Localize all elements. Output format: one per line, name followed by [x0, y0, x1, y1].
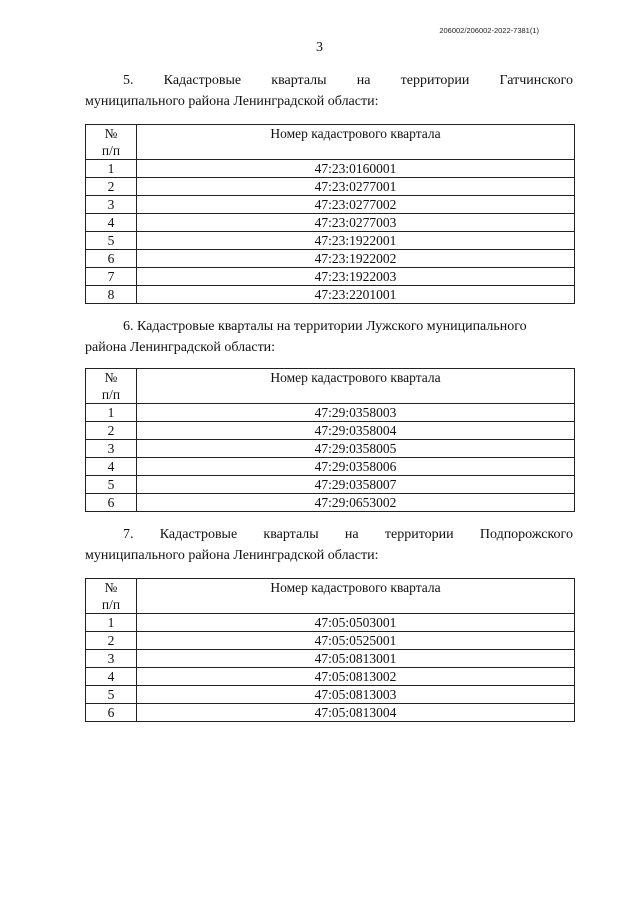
table-row: [86, 178, 575, 196]
table-header-row: [86, 125, 575, 160]
cadastral-code-cell: 47:23:1922003: [137, 268, 575, 286]
header-num-symbol: №: [104, 580, 118, 595]
header-num-symbol: №: [104, 370, 118, 385]
cadastral-table-7: [85, 578, 575, 722]
table-row: [86, 404, 575, 422]
section-6: [85, 316, 573, 358]
row-number-cell: 5: [86, 232, 137, 250]
cadastral-code-cell: 47:05:0525001: [137, 632, 575, 650]
section-7-heading-line1: [85, 524, 573, 545]
row-number-cell: 2: [86, 422, 137, 440]
row-number-cell: 3: [86, 440, 137, 458]
section-7: [85, 524, 573, 566]
section-5-heading-line1: [85, 70, 573, 91]
heading-word: Кадастровые: [163, 73, 242, 88]
cadastral-code-cell: 47:23:1922001: [137, 232, 575, 250]
cadastral-code-cell: 47:23:0277003: [137, 214, 575, 232]
row-number-cell: 5: [86, 686, 137, 704]
table-row: [86, 440, 575, 458]
cadastral-code-cell: 47:23:0277002: [137, 196, 575, 214]
cadastral-code-cell: 47:05:0813003: [137, 686, 575, 704]
table-row: [86, 268, 575, 286]
row-number-cell: 1: [86, 614, 137, 632]
cadastral-code-cell: 47:05:0813004: [137, 704, 575, 722]
table-row: [86, 250, 575, 268]
column-header-number: [86, 125, 137, 160]
heading-word: кварталы: [263, 527, 319, 542]
cadastral-code-cell: 47:05:0813002: [137, 668, 575, 686]
section-7-heading-line2: муниципального района Ленинградской области:: [85, 548, 379, 563]
column-header-number: [86, 369, 137, 404]
table-row: [86, 476, 575, 494]
table-row: [86, 422, 575, 440]
section-7-table-wrap: [85, 578, 573, 722]
header-num-symbol: №: [104, 126, 118, 141]
heading-word: 7.: [123, 527, 134, 542]
section-6-table-wrap: [85, 368, 573, 512]
cadastral-code-cell: 47:05:0813001: [137, 650, 575, 668]
heading-word: 5.: [123, 73, 134, 88]
table-row: [86, 286, 575, 304]
table-row: [86, 650, 575, 668]
row-number-cell: 4: [86, 458, 137, 476]
cadastral-code-cell: 47:29:0358006: [137, 458, 575, 476]
section-6-heading-line2: района Ленинградской области:: [85, 340, 276, 355]
table-row: [86, 160, 575, 178]
section-5: [85, 70, 573, 112]
table-row: [86, 494, 575, 512]
cadastral-code-cell: 47:23:1922002: [137, 250, 575, 268]
table-row: [86, 196, 575, 214]
cadastral-table-6: [85, 368, 575, 512]
row-number-cell: 4: [86, 214, 137, 232]
heading-word: Подпорожского: [479, 527, 573, 542]
heading-word: территории: [400, 73, 470, 88]
heading-word: на: [356, 73, 371, 88]
table-row: [86, 668, 575, 686]
row-number-cell: 5: [86, 476, 137, 494]
cadastral-code-cell: 47:29:0653002: [137, 494, 575, 512]
table-header-row: [86, 579, 575, 614]
table-row: [86, 632, 575, 650]
row-number-cell: 2: [86, 178, 137, 196]
row-number-cell: 6: [86, 494, 137, 512]
cadastral-code-cell: 47:23:0277001: [137, 178, 575, 196]
section-5-heading-line2: муниципального района Ленинградской области:: [85, 94, 379, 109]
column-header-code: Номер кадастрового квартала: [137, 369, 575, 404]
cadastral-code-cell: 47:23:0160001: [137, 160, 575, 178]
row-number-cell: 6: [86, 704, 137, 722]
heading-word: территории: [384, 527, 454, 542]
row-number-cell: 3: [86, 196, 137, 214]
table-row: [86, 704, 575, 722]
row-number-cell: 1: [86, 404, 137, 422]
row-number-cell: 2: [86, 632, 137, 650]
row-number-cell: 6: [86, 250, 137, 268]
table-row: [86, 614, 575, 632]
table-row: [86, 458, 575, 476]
table-body: [86, 579, 575, 722]
document-id: 206002/206002-2022-7381(1): [439, 26, 539, 35]
row-number-cell: 1: [86, 160, 137, 178]
heading-word: Кадастровые: [159, 527, 238, 542]
section-6-heading-line1: 6. Кадастровые кварталы на территории Лужского муниципального: [123, 319, 527, 334]
header-num-abbr: п/п: [101, 597, 121, 612]
header-num-abbr: п/п: [101, 143, 121, 158]
table-row: [86, 214, 575, 232]
row-number-cell: 3: [86, 650, 137, 668]
row-number-cell: 4: [86, 668, 137, 686]
table-body: [86, 125, 575, 304]
heading-word: кварталы: [271, 73, 327, 88]
table-row: [86, 686, 575, 704]
cadastral-code-cell: 47:23:2201001: [137, 286, 575, 304]
column-header-code: Номер кадастрового квартала: [137, 579, 575, 614]
section-5-table-wrap: [85, 124, 573, 304]
table-row: [86, 232, 575, 250]
page-number: 3: [316, 40, 323, 55]
cadastral-table-5: [85, 124, 575, 304]
column-header-code: Номер кадастрового квартала: [137, 125, 575, 160]
table-body: [86, 369, 575, 512]
heading-word: Гатчинского: [499, 73, 573, 88]
row-number-cell: 7: [86, 268, 137, 286]
cadastral-code-cell: 47:29:0358007: [137, 476, 575, 494]
cadastral-code-cell: 47:29:0358004: [137, 422, 575, 440]
row-number-cell: 8: [86, 286, 137, 304]
header-num-abbr: п/п: [101, 387, 121, 402]
cadastral-code-cell: 47:05:0503001: [137, 614, 575, 632]
cadastral-code-cell: 47:29:0358005: [137, 440, 575, 458]
cadastral-code-cell: 47:29:0358003: [137, 404, 575, 422]
table-header-row: [86, 369, 575, 404]
column-header-number: [86, 579, 137, 614]
heading-word: на: [344, 527, 359, 542]
